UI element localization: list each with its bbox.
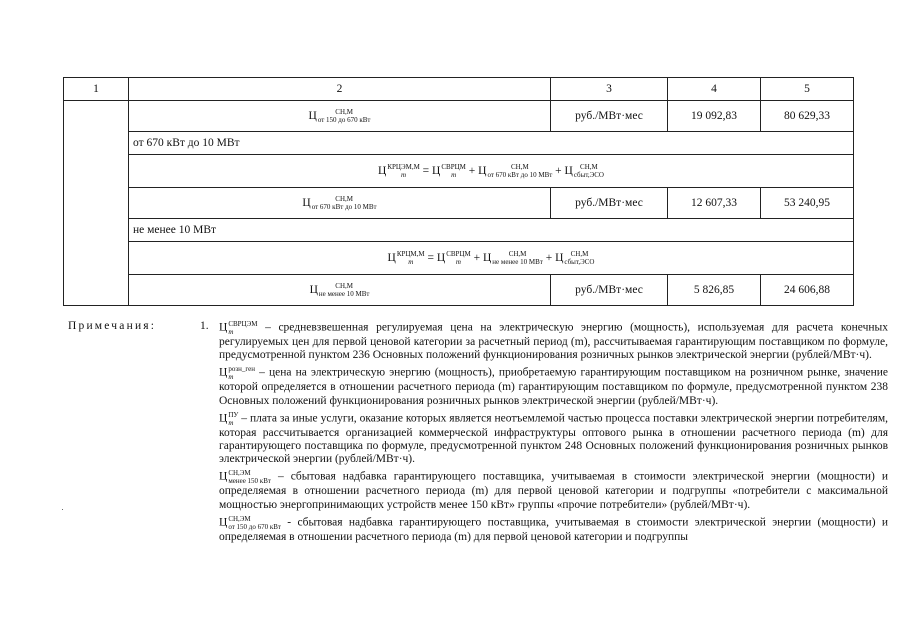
notes-label: Примечания: xyxy=(68,320,157,332)
formula-670-10: Ц КРЦЭМ,М m = Ц СВРЦМ m + Ц СН,М от 670 кВт до 10 МВт + Ц СН,М сбыт,ЭСО xyxy=(129,155,854,188)
unit-cell: руб./МВт·мес xyxy=(551,188,668,219)
value-cell: 53 240,95 xyxy=(761,188,854,219)
note-paragraph: Ц ПУ m – плата за иные услуги, оказание которых является неотъемлемой частью процесса поставки электрической энергии потребителям, которая рассчитывается организацией коммерческой инфраструктуры оптового рынка в отношении расчетного периода (m) для гарантирующего поставщика по формуле, предусмотренной пунктом 248 Основных положений функционирования розничных рынков электрической энергии (рублей/МВт·ч). xyxy=(219,410,889,466)
scan-speck xyxy=(62,509,63,510)
value-cell: 5 826,85 xyxy=(668,275,761,306)
table-row xyxy=(64,219,854,242)
header-col-3: 3 xyxy=(551,78,668,101)
note-paragraph: Ц СВРЦЭМ m – средневзвешенная регулируемая цена на электрическую энергию (мощность), используемая для расчета конечных регулируемых цен для первой ценовой категории за расчетный период (m), рассчитываемая гарантирующим поставщиком по формуле, предусмотренной пунктом 236 Основных положений функционирования розничных рынков электрической энергии (рублей/МВт·ч). xyxy=(219,320,889,362)
table-header-row xyxy=(64,78,854,101)
note-paragraph: Ц СН,ЭМ менее 150 кВт – сбытовая надбавка гарантирующего поставщика, учитываемая в стоимости электрической энергии (мощности) и определяемая в отношении расчетного периода (m) для первой ценовой категории и подгруппы «потребители с максимальной мощностью энергопринимающих устройств менее 150 кВт» группы «прочие потребители» (рублей/МВт·ч). xyxy=(219,469,889,511)
header-col-4: 4 xyxy=(668,78,761,101)
table-row xyxy=(64,155,854,188)
value-cell: 12 607,33 xyxy=(668,188,761,219)
value-cell: 24 606,88 xyxy=(761,275,854,306)
table-row xyxy=(64,275,854,306)
header-col-2: 2 xyxy=(129,78,551,101)
table-row xyxy=(64,132,854,155)
price-symbol-670-10: Ц СН,М от 670 кВт до 10 МВт xyxy=(129,188,551,219)
unit-cell: руб./МВт·мес xyxy=(551,101,668,132)
formula-10: Ц КРЦМ,М m = Ц СВРЦМ m + Ц СН,М не менее 10 МВт + Ц СН,М сбыт,ЭСО xyxy=(129,242,854,275)
note-paragraph: Ц СН,ЭМ от 150 до 670 кВт - сбытовая надбавка гарантирующего поставщика, учитываемая в стоимости электрической энергии (мощности) и определяемая в отношении расчетного периода (m) для первой ценовой категории и подгруппы xyxy=(219,514,888,543)
section-label-10: не менее 10 МВт xyxy=(129,219,854,242)
empty-col-1-cell xyxy=(64,101,129,306)
value-cell: 80 629,33 xyxy=(761,101,854,132)
header-col-5: 5 xyxy=(761,78,854,101)
table-row xyxy=(64,188,854,219)
value-cell: 19 092,83 xyxy=(668,101,761,132)
header-col-1: 1 xyxy=(64,78,129,101)
tariff-table xyxy=(63,77,854,306)
price-symbol-10: Ц СН,М не менее 10 МВт xyxy=(129,275,551,306)
price-symbol-150-670: Ц СН,М от 150 до 670 кВт xyxy=(129,101,551,132)
table-row xyxy=(64,242,854,275)
notes-body xyxy=(219,320,888,547)
section-label-670-10: от 670 кВт до 10 МВт xyxy=(129,132,854,155)
notes-number: 1. xyxy=(200,320,209,332)
note-paragraph: Ц розн_ген m – цена на электрическую энергию (мощность), приобретаемую гарантирующим поставщиком на розничном рынке, значение которой определяется в отношении расчетного периода (m) гарантирующим поставщиком по формуле, предусмотренной пунктом 238 Основных положений функционирования розничных рынков электрической энергии (рублей/МВт·ч). xyxy=(219,365,888,407)
table-row xyxy=(64,101,854,132)
unit-cell: руб./МВт·мес xyxy=(551,275,668,306)
